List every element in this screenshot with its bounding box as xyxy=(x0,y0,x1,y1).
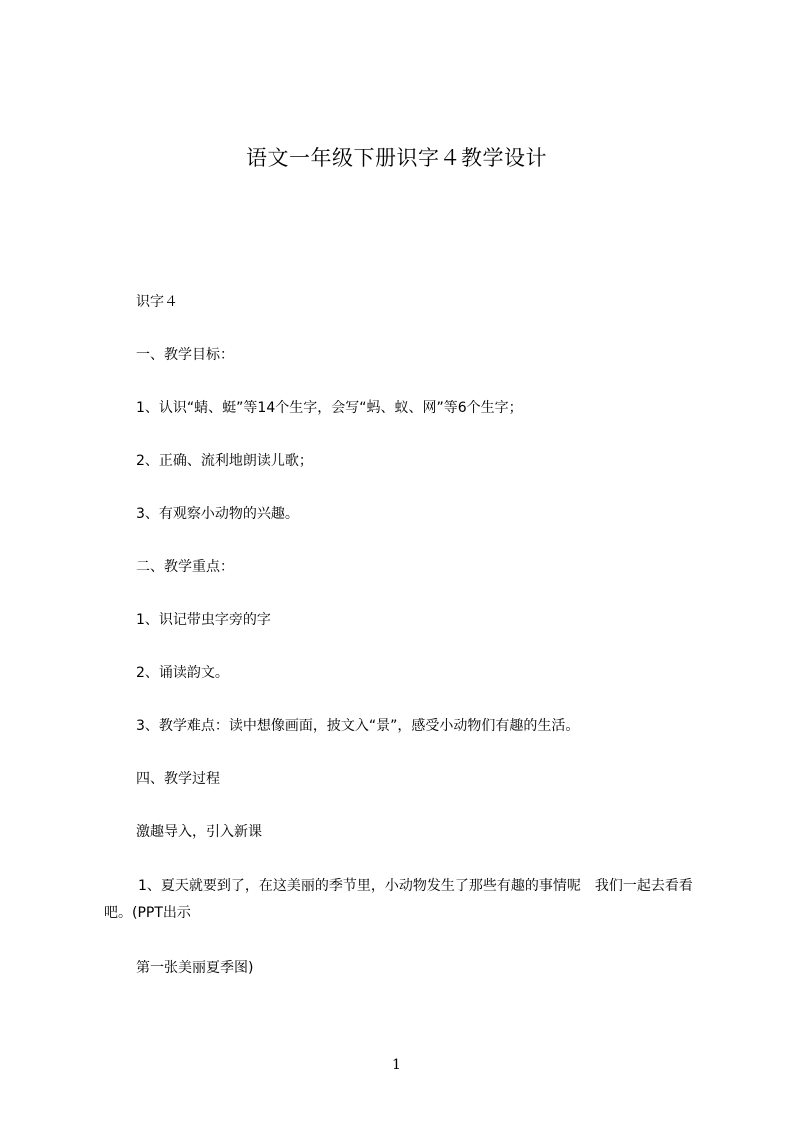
paragraph-summer-image: 第一张美丽夏季图) xyxy=(136,960,254,976)
paragraph-intro-step-1: 1、夏天就要到了，在这美丽的季节里，小动物发生了那些有趣的事情呢 我们一起去看看吧。(PPT出示 xyxy=(104,878,693,921)
paragraph-teaching-goals-heading: 一、教学目标： xyxy=(136,347,234,363)
paragraph-key-point-2: 2、诵读韵文。 xyxy=(136,665,229,681)
paragraph-goal-3: 3、有观察小动物的兴趣。 xyxy=(136,506,299,522)
paragraph-intro-heading: 激趣导入，引入新课 xyxy=(136,824,262,840)
page-number: 1 xyxy=(392,1057,401,1073)
paragraph-goal-2: 2、正确、流利地朗读儿歌； xyxy=(136,453,313,469)
paragraph-difficulty: 3、教学难点：读中想像画面，披文入“景”，感受小动物们有趣的生活。 xyxy=(136,718,580,734)
paragraph-goal-1: 1、认识“蜻、蜓”等14个生字，会写“蚂、蚁、网”等6个生字； xyxy=(136,400,523,416)
paragraph-key-point-1: 1、识记带虫字旁的字 xyxy=(136,612,271,628)
paragraph-section-heading: 识字４ xyxy=(136,294,178,310)
paragraph-key-points-heading: 二、教学重点： xyxy=(136,559,234,575)
paragraph-process-heading: 四、教学过程 xyxy=(136,771,220,787)
document-title: 语文一年级下册识字４教学设计 xyxy=(246,146,547,170)
